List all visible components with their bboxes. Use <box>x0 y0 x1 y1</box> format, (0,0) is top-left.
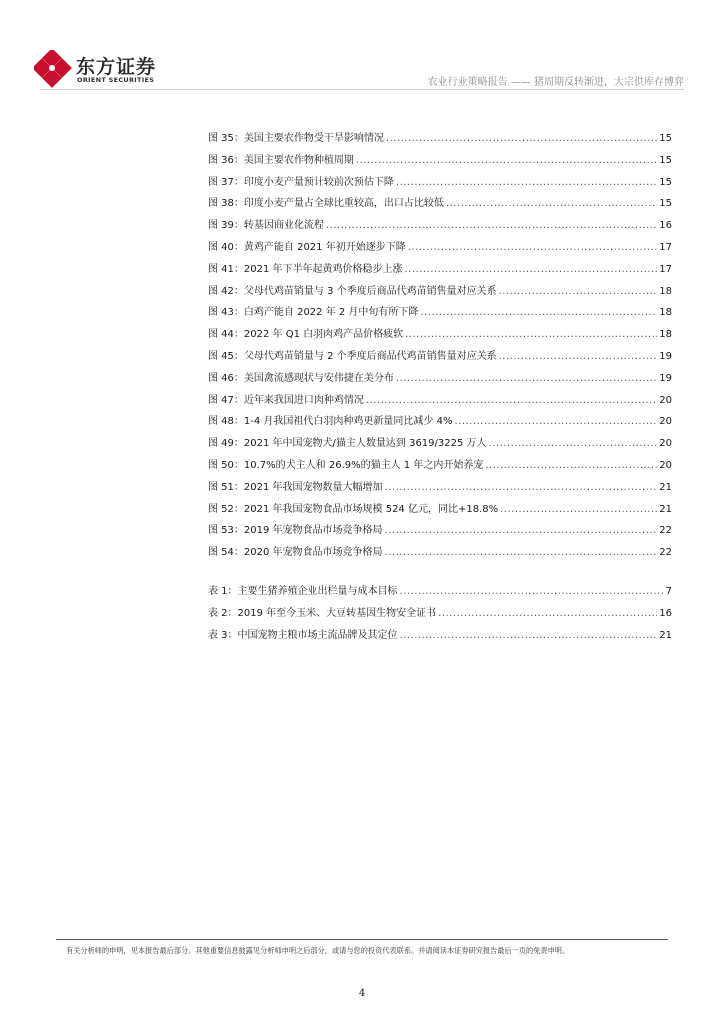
report-title: 农业行业策略报告 —— 猪周期反转渐进，大宗供库存博弈 <box>427 77 684 88</box>
footer-divider <box>56 939 668 940</box>
figure-entry-page: 20 <box>659 438 672 450</box>
figure-entry[interactable] <box>208 216 672 238</box>
figure-entry-page: 19 <box>659 350 672 362</box>
figure-entry-page: 17 <box>659 241 672 253</box>
dot-leader <box>366 395 657 406</box>
figure-entry[interactable] <box>208 325 672 347</box>
table-entry[interactable] <box>208 582 672 604</box>
dot-leader <box>500 504 657 515</box>
figure-entry-label: 图 41：2021 年下半年起黄鸡价格稳步上涨 <box>208 263 403 275</box>
figure-entry-page: 20 <box>659 394 672 406</box>
figure-entry-label: 图 37：印度小麦产量预计较前次预估下降 <box>208 176 394 188</box>
figure-entry-page: 20 <box>659 416 672 428</box>
table-entry-page: 21 <box>659 629 672 641</box>
figure-entry[interactable] <box>208 303 672 325</box>
figure-entry[interactable] <box>208 456 672 478</box>
figure-entry-page: 17 <box>659 263 672 275</box>
figure-entry-page: 15 <box>659 133 672 144</box>
figure-entry[interactable] <box>208 129 672 151</box>
figure-entry-label: 图 44：2022 年 Q1 白羽肉鸡产品价格疲软 <box>208 329 404 341</box>
figure-entry[interactable] <box>208 347 672 369</box>
table-entry[interactable] <box>208 626 672 648</box>
figure-entry-label: 图 42：父母代鸡苗销量与 3 个季度后商品代鸡苗销售量对应关系 <box>208 285 497 297</box>
dot-leader <box>405 264 658 275</box>
figure-entry-page: 18 <box>659 329 672 341</box>
footer-disclaimer: 有关分析师的申明，见本报告最后部分。其他重要信息披露见分析师申明之后部分，或请与您的投资代表联系。并请阅读本证券研究报告最后一页的免责申明。 <box>66 946 570 955</box>
page-number: 4 <box>358 988 366 999</box>
figure-entry-page: 22 <box>659 525 672 537</box>
figure-entry-label: 图 48：1-4 月我国祖代白羽肉种鸡更新量同比减少 4% <box>208 416 453 428</box>
orient-logo-icon <box>34 50 74 90</box>
figure-entry-label: 图 54：2020 年宠物食品市场竞争格局 <box>208 547 383 559</box>
figure-entry[interactable] <box>208 282 672 304</box>
dot-leader <box>446 198 657 209</box>
figure-entry-label: 图 46：美国禽流感现状与安伟捷在美分布 <box>208 372 394 384</box>
figure-entry-label: 图 45：父母代鸡苗销量与 2 个季度后商品代鸡苗销售量对应关系 <box>208 350 497 362</box>
company-logo <box>34 50 174 90</box>
figure-entry-label: 图 43：白鸡产能自 2022 年 2 月中旬有所下降 <box>208 307 419 319</box>
dot-leader <box>408 242 658 253</box>
table-entry-page: 7 <box>665 586 672 597</box>
dot-leader <box>356 155 657 166</box>
figure-entry[interactable] <box>208 369 672 391</box>
dot-leader <box>385 482 658 493</box>
figure-entry[interactable] <box>208 260 672 282</box>
dot-leader <box>405 329 657 340</box>
dot-leader <box>489 438 658 449</box>
figure-entry[interactable] <box>208 434 672 456</box>
dot-leader <box>385 547 658 558</box>
table-entry[interactable] <box>208 604 672 626</box>
dot-leader <box>499 351 658 362</box>
dot-leader <box>396 177 657 188</box>
logo-english-name: ORIENT SECURITIES <box>77 76 155 84</box>
figure-entry-page: 16 <box>659 220 672 232</box>
figure-entry[interactable] <box>208 543 672 565</box>
figure-entry-page: 15 <box>659 198 672 210</box>
figure-entry-label: 图 47：近年来我国进口肉种鸡情况 <box>208 394 364 406</box>
figure-entry-page: 20 <box>659 459 672 471</box>
figure-entry-page: 15 <box>659 154 672 166</box>
figure-entry[interactable] <box>208 412 672 434</box>
dot-leader <box>438 608 657 619</box>
table-entry-label: 表 3：中国宠物主粮市场主流品牌及其定位 <box>208 629 398 641</box>
header-divider <box>40 89 684 90</box>
logo-chinese-name: 东方证券 <box>76 56 157 78</box>
table-list <box>208 582 672 647</box>
figure-entry-label: 图 53：2019 年宠物食品市场竞争格局 <box>208 525 383 537</box>
dot-leader <box>400 630 658 641</box>
figure-entry-page: 18 <box>659 285 672 297</box>
figure-entry-label: 图 52：2021 年我国宠物食品市场规模 524 亿元，同比+18.8% <box>208 503 499 515</box>
figure-entry-label: 图 51：2021 年我国宠物数量大幅增加 <box>208 481 383 493</box>
figure-entry-page: 19 <box>659 372 672 384</box>
figure-entry[interactable] <box>208 194 672 216</box>
dot-leader <box>454 416 657 427</box>
figure-entry-page: 22 <box>659 547 672 559</box>
dot-leader <box>400 586 664 597</box>
dot-leader <box>386 133 657 144</box>
figure-entry[interactable] <box>208 238 672 260</box>
figure-entry-label: 图 49：2021 年中国宠物犬/猫主人数量达到 3619/3225 万人 <box>208 438 487 450</box>
figure-entry-page: 15 <box>659 176 672 188</box>
dot-leader <box>326 220 657 231</box>
table-entry-page: 16 <box>659 607 672 619</box>
dot-leader <box>485 460 657 471</box>
figure-entry-label: 图 40：黄鸡产能自 2021 年初开始逐步下降 <box>208 241 406 253</box>
figure-entry-page: 21 <box>659 481 672 493</box>
dot-leader <box>420 307 657 318</box>
figure-entry-label: 图 39：转基因商业化流程 <box>208 220 324 232</box>
dot-leader <box>396 373 657 384</box>
figure-entry-label: 图 50：10.7%的犬主人和 26.9%的猫主人 1 年之内开始养宠 <box>208 459 484 471</box>
table-entry-label: 表 2：2019 年至今玉米、大豆转基因生物安全证书 <box>208 607 437 619</box>
dot-leader <box>499 286 658 297</box>
dot-leader <box>385 525 658 536</box>
figure-entry-label: 图 36：美国主要农作物种植周期 <box>208 154 354 166</box>
figure-entry-page: 21 <box>659 503 672 515</box>
figure-entry[interactable] <box>208 521 672 543</box>
figure-entry-label: 图 38：印度小麦产量占全球比重较高，出口占比较低 <box>208 198 444 210</box>
table-entry-label: 表 1：主要生猪养殖企业出栏量与成本目标 <box>208 586 398 597</box>
figure-entry-label: 图 35：美国主要农作物受干旱影响情况 <box>208 133 384 144</box>
figure-entry[interactable] <box>208 391 672 413</box>
figure-entry-page: 18 <box>659 307 672 319</box>
figure-entry[interactable] <box>208 500 672 522</box>
figure-list <box>208 129 672 565</box>
figure-entry[interactable] <box>208 151 672 173</box>
figure-entry[interactable] <box>208 173 672 195</box>
figure-entry[interactable] <box>208 478 672 500</box>
